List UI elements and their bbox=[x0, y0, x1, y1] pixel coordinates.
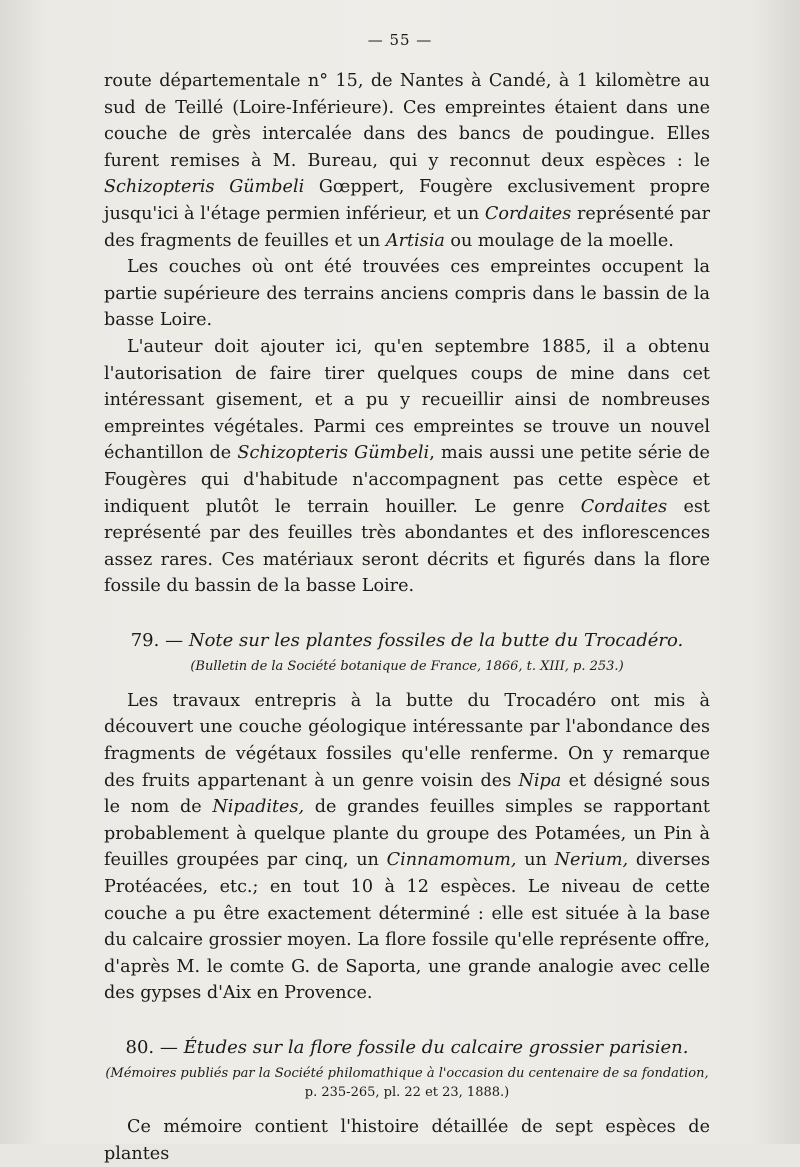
paragraph-autorisation: L'auteur doit ajouter ici, qu'en septembre 1885, il a obtenu l'autorisation de faire tirer quelques coups de mine dans cet intéressant gisement, et a pu y recueillir ainsi de nombreuses empreintes végétales. Parmi ces empreintes se trouve un nouvel échantillon de Schizopteris Gümbeli, mais aussi une petite série de Fougères qui d'habitude n'accompagnent pas cette espèce et indiquent plutôt le terrain houiller. Le genre Cordaites est représenté par des feuilles très abondantes et des inflorescences assez rares. Ces matériaux seront décrits et figurés dans la flore fossile du bassin de la basse Loire. bbox=[104, 336, 710, 597]
paragraph-trocadero: Les travaux entrepris à la butte du Trocadéro ont mis à découvert une couche géologique intéressante par l'abondance des fragments de végétaux fossiles qu'elle renferme. On y remarque des fruits appartenant à un genre voisin des Nipa et désigné sous le nom de Nipadites, de grandes feuilles simples se rapportant probablement à quelque plante du groupe des Potamées, un Pin à feuilles groupées par cinq, un Cinnamomum, un Nerium, diverses Protéacées, etc.; en tout 10 à 12 espèces. Le niveau de cette couche a pu être exactement déterminé : elle est située à la base du calcaire grossier moyen. La flore fossile qu'elle représente offre, d'après M. le comte G. de Saporta, une grande analogie avec celle des gypses d'Aix en Provence. bbox=[104, 690, 710, 1004]
entry-80-reference-line2: p. 235-265, pl. 22 et 23, 1888.) bbox=[304, 1085, 510, 1100]
page-number: — 55 — bbox=[367, 31, 433, 49]
paragraph-teille: route départementale n° 15, de Nantes à Candé, à 1 kilomètre au sud de Teillé (Loire-Inférieure). Ces empreintes étaient dans une couche de grès intercalée dans des bancs de poudingue. Elles furent remises à M. Bureau, qui y reconnut deux espèces : le Schizopteris Gümbeli Gœppert, Fougère exclusivement propre jusqu'ici à l'étage permien inférieur, et un Cordaites représenté par des fragments de feuilles et un Artisia ou moulage de la moelle. bbox=[104, 71, 710, 251]
page-body bbox=[104, 68, 710, 1167]
entry-80-reference-line1: (Mémoires publiés par la Société philomathique à l'occasion du centenaire de sa fondation, bbox=[105, 1066, 709, 1081]
entry-79-number: 79. — bbox=[130, 629, 189, 651]
paragraph-memoire: Ce mémoire contient l'histoire détaillée de sept espèces de plantes bbox=[104, 1117, 710, 1164]
entry-79-heading bbox=[104, 630, 710, 651]
entry-80-number: 80. — bbox=[125, 1037, 184, 1058]
entry-80-heading bbox=[104, 1037, 710, 1058]
entry-79-title: Note sur les plantes fossiles de la butte du Trocadéro. bbox=[188, 629, 684, 651]
entry-80-reference bbox=[104, 1064, 710, 1102]
paragraph-basse-loire: Les couches où ont été trouvées ces empreintes occupent la partie supérieure des terrains anciens compris dans le bassin de la basse Loire. bbox=[104, 257, 710, 331]
entry-79-reference: (Bulletin de la Société botanique de France, 1866, t. XIII, p. 253.) bbox=[190, 658, 624, 674]
entry-80-title: Études sur la flore fossile du calcaire grossier parisien. bbox=[183, 1037, 689, 1058]
